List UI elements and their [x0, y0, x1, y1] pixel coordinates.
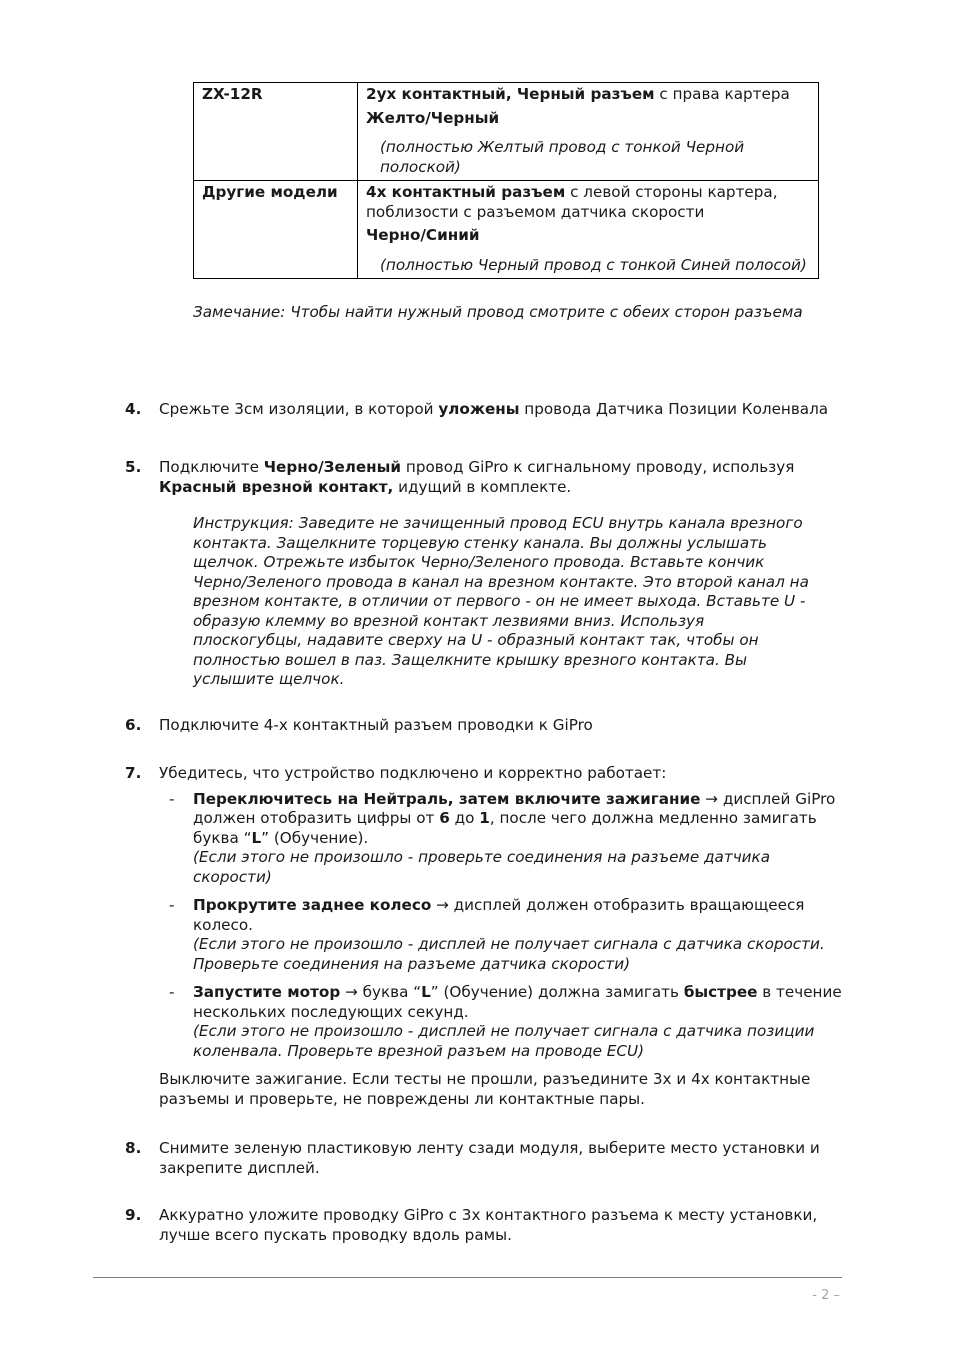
list-item: - Переключитесь на Нейтраль, затем включите зажигание → дисплей GiPro должен отобразить цифры от 6 до 1, после чего должна медленно замигать буква “L” (Обучение). (Если этого не произошло - проверьте соединения на разъеме датчика скорости) [159, 790, 845, 888]
installation-instruction: Инструкция: Заведите не зачищенный провод ECU внутрь канала врезного контакта. Защелкните торцевую стенку канала. Вы должны услышать щелчок. Отрежьте избыток Черно/Зеленого провода. Вставьте кончик Черно/Зеленого провода в канал на врезном контакте. Это второй канал на врезном контакте, в отличии от первого - он не имеет выхода. Вставьте U - образую клемму во врезной контакт лезвиями вниз. Используя плоскогубцы, надавите сверху на U - образный контакт так, чтобы он полностью вошел в паз. Защелкните крышку врезного контакта. Вы услышите щелчок. [193, 514, 809, 688]
step-number: 9. [125, 1206, 142, 1224]
table-row [194, 181, 819, 279]
arrow-icon: → [436, 896, 449, 914]
arrow-icon: → [705, 789, 718, 808]
wire-spec-table [193, 82, 819, 279]
step-number: 4. [125, 400, 142, 418]
model-cell: Другие модели [194, 181, 358, 279]
step-text: Подключите 4-х контактный разъем проводки к GiPro [159, 716, 593, 734]
dash-bullet: - [169, 789, 175, 808]
arrow-icon: → [345, 983, 358, 1001]
step-number: 5. [125, 458, 142, 476]
check-list [159, 790, 845, 1062]
table-footnote: Замечание: Чтобы найти нужный провод смотрите с обеих сторон разъема [193, 303, 803, 321]
step-text: Убедитесь, что устройство подключено и корректно работает: [159, 764, 667, 782]
model-cell: ZX-12R [194, 83, 358, 181]
step-8 [125, 1139, 845, 1178]
step-6 [125, 716, 845, 736]
step-number: 6. [125, 716, 142, 734]
troubleshoot-hint: (Если этого не произошло - проверьте соединения на разъеме датчика скорости) [193, 848, 771, 886]
connector-cell [358, 83, 819, 181]
step-5 [125, 458, 845, 690]
step-text: Срежьте 3см изоляции, в которой уложены провода Датчика Позиции Коленвала [159, 400, 829, 418]
wire-color: Черно/Синий [366, 226, 480, 244]
step-7-conclusion: Выключите зажигание. Если тесты не прошли, разъедините 3х и 4х контактные разъемы и проверьте, не повреждены ли контактные пары. [159, 1070, 811, 1108]
dash-bullet: - [169, 896, 175, 914]
wire-color-note: (полностью Черный провод с тонкой Синей полосой) [380, 255, 807, 274]
step-4 [125, 400, 845, 420]
connector-cell [358, 181, 819, 279]
troubleshoot-hint: (Если этого не произошло - дисплей не получает сигнала с датчика скорости. Проверьте соединения на разъеме датчика скорости) [193, 935, 825, 973]
step-text: Аккуратно уложите проводку GiPro с 3х контактного разъема к месту установки, лучше всего пускать проводку вдоль рамы. [159, 1206, 818, 1244]
page-number: - 2 – [812, 1288, 840, 1303]
footer-divider [93, 1277, 842, 1278]
step-7 [125, 764, 845, 1109]
dash-bullet: - [169, 983, 175, 1001]
connector-description: 2ух контактный, Черный разъем с права картера [366, 85, 790, 103]
list-item: - Прокрутите заднее колесо → дисплей должен отобразить вращающееся колесо. (Если этого не произошло - дисплей не получает сигнала с датчика скорости. Проверьте соединения на разъеме датчика скорости) [159, 896, 845, 974]
wire-color: Желто/Черный [366, 108, 500, 127]
list-item: - Запустите мотор → буква “L” (Обучение) должна замигать быстрее в течение нескольких последующих секунд. (Если этого не произошло - дисплей не получает сигнала с датчика позиции коленвала. Проверьте врезной разъем на проводе ECU) [159, 983, 845, 1061]
table-row [194, 83, 819, 181]
step-9 [125, 1206, 845, 1245]
troubleshoot-hint: (Если этого не произошло - дисплей не получает сигнала с датчика позиции коленвала. Проверьте врезной разъем на проводе ECU) [193, 1022, 815, 1060]
step-number: 7. [125, 764, 142, 782]
step-text: Подключите Черно/Зеленый провод GiPro к сигнальному проводу, используя Красный врезной контакт, идущий в комплекте. [159, 458, 795, 496]
connector-description: 4х контактный разъем с левой стороны картера, поблизости с разъемом датчика скорости [366, 183, 778, 221]
step-number: 8. [125, 1139, 142, 1157]
step-text: Снимите зеленую пластиковую ленту сзади модуля, выберите место установки и закрепите дисплей. [159, 1139, 820, 1177]
wire-color-note: (полностью Желтый провод с тонкой Черной полоской) [380, 138, 745, 176]
